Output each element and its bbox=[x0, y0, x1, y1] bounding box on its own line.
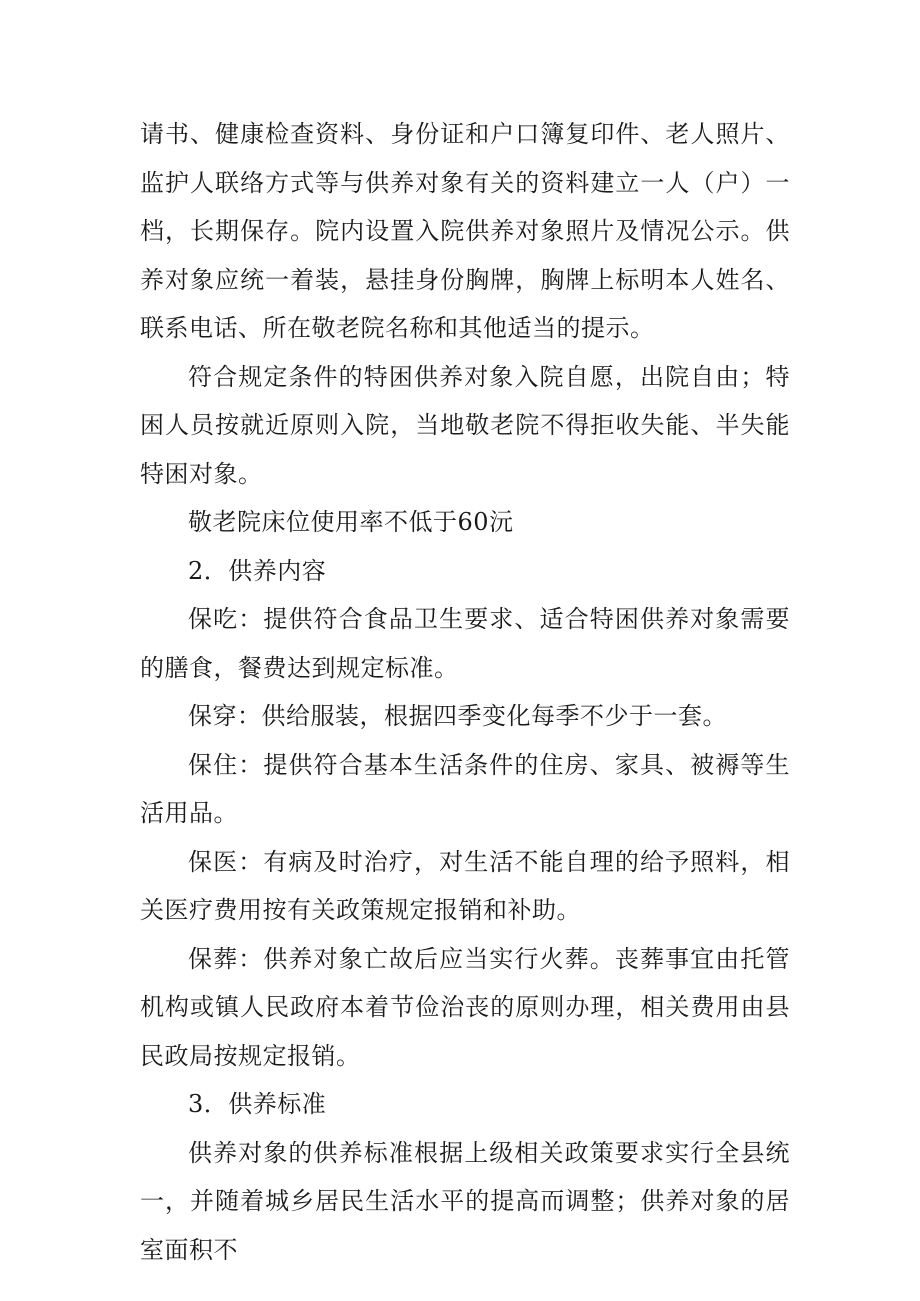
paragraph-housing: 保住：提供符合基本生活条件的住房、家具、被褥等生活用品。 bbox=[140, 750, 790, 827]
paragraph-medical: 保医：有病及时治疗，对生活不能自理的给予照料，相关医疗费用按有关政策规定报销和补助。 bbox=[140, 847, 790, 924]
paragraph-clothing: 保穿：供给服装，根据四季变化每季不少于一套。 bbox=[188, 702, 727, 730]
paragraph-standard: 供养对象的供养标准根据上级相关政策要求实行全县统一，并随着城乡居民生活水平的提高而调整；供养对象的居室面积不 bbox=[140, 1138, 790, 1264]
paragraph-records: 请书、健康检查资料、身份证和户口簿复印件、老人照片、监护人联络方式等与供养对象有关的资料建立一人（户）一档，长期保存。院内设置入院供养对象照片及情况公示。供养对象应统一着装，悬挂身份胸牌，胸牌上标明本人姓名、联系电话、所在敬老院名称和其他适当的提示。 bbox=[140, 120, 790, 342]
document-body bbox=[140, 110, 790, 1274]
section-heading-support-standard: 3．供养标准 bbox=[188, 1090, 327, 1118]
paragraph-food: 保吃：提供符合食品卫生要求、适合特困供养对象需要的膳食，餐费达到规定标准。 bbox=[140, 605, 790, 682]
paragraph-funeral: 保葬：供养对象亡故后应当实行火葬。丧葬事宜由托管机构或镇人民政府本着节俭治丧的原则办理，相关费用由县民政局按规定报销。 bbox=[140, 944, 790, 1070]
paragraph-admission: 符合规定条件的特困供养对象入院自愿，出院自由；特困人员按就近原则入院，当地敬老院不得拒收失能、半失能特困对象。 bbox=[140, 362, 790, 488]
paragraph-bed-usage: 敬老院床位使用率不低于60沅 bbox=[188, 508, 514, 536]
section-heading-support-content: 2．供养内容 bbox=[188, 556, 327, 585]
